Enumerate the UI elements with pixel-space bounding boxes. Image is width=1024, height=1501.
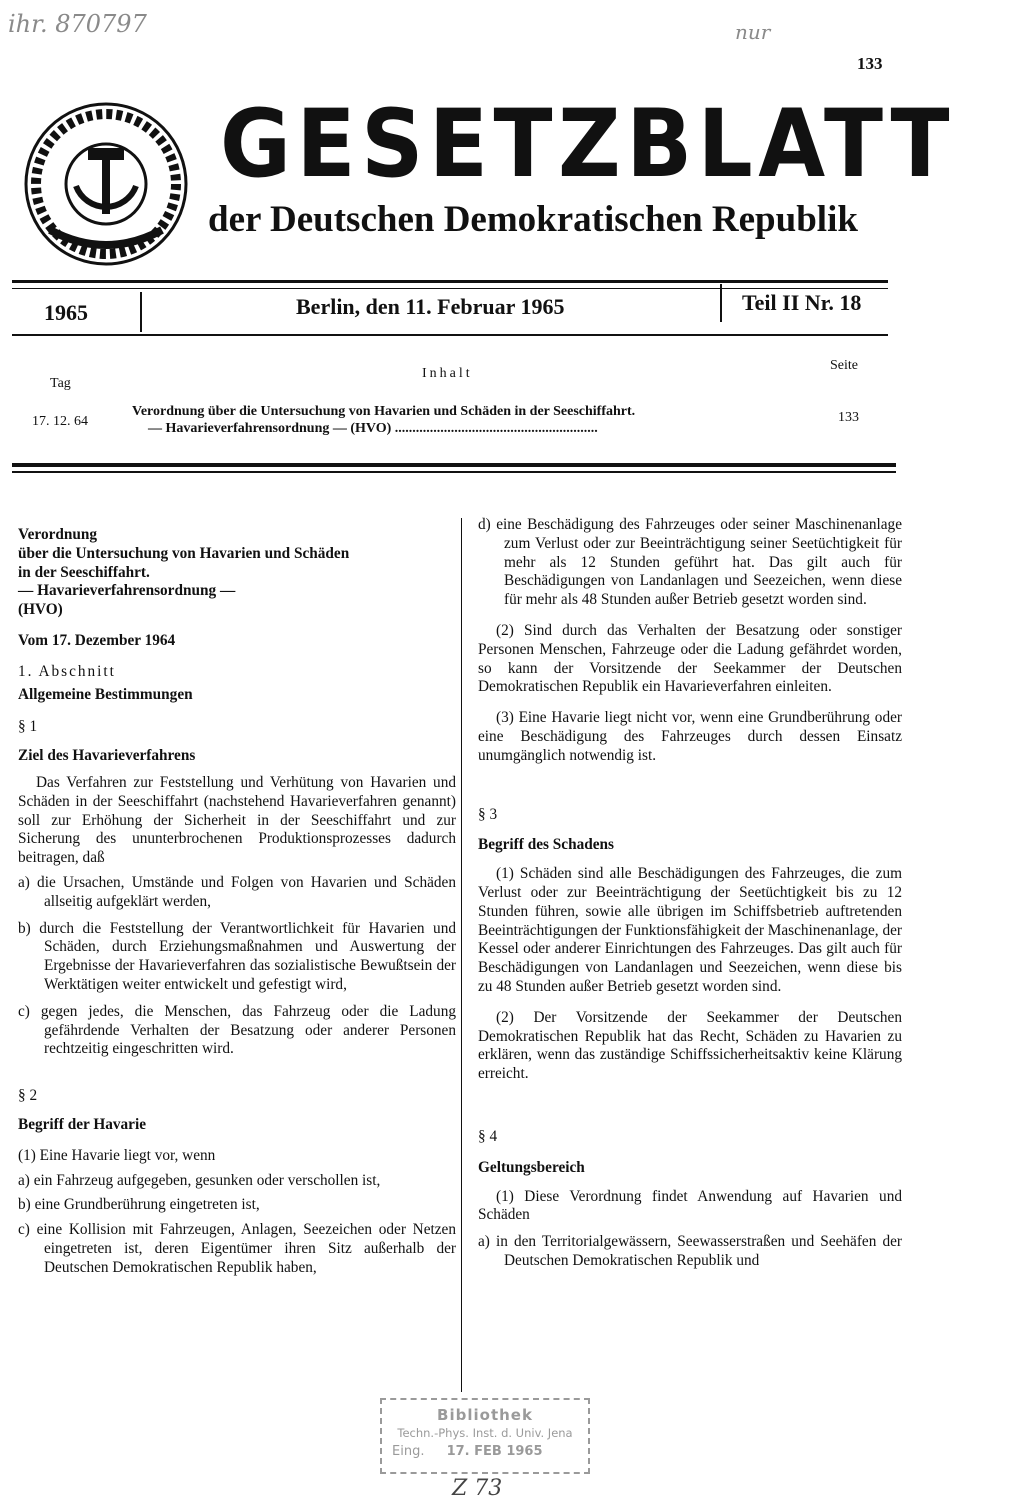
toc-bottom-rule-thin (12, 471, 896, 473)
masthead-subtitle: der Deutschen Demokratischen Republik (208, 199, 858, 240)
toc-tag-label: Tag (50, 376, 71, 391)
info-bar-bottom-rule (12, 334, 888, 336)
info-year: 1965 (44, 300, 88, 325)
toc-entry-title-cont: — Havarieverfahrensordnung — (HVO) .......................................................... (148, 421, 598, 436)
masthead-title: GESETZBLATT (220, 90, 956, 199)
section-title: Allgemeine Bestimmungen (18, 685, 193, 703)
info-divider (140, 292, 142, 332)
page-number: 133 (857, 54, 883, 73)
decree-heading: über die Untersuchung von Havarien und Schäden (18, 544, 350, 562)
stamp-eing-label: Eing. (392, 1444, 425, 1459)
paragraph-text: (1) Eine Havarie liegt vor, wenn (18, 1146, 216, 1164)
paragraph-number: § 3 (478, 805, 498, 823)
info-place-date: Berlin, den 11. Februar 1965 (296, 294, 565, 319)
list-item: b) durch die Feststellung der Verantwortlichkeit für Havarien und Schäden, durch Erziehungsmaßnahmen und Auswertung der Ergebnisse der Havarieverfahren das sozialistische Bewußtsein der Werktätigen weiter entwickelt und gefestigt wird, (18, 919, 456, 993)
list-item: d) eine Beschädigung des Fahrzeuges oder seiner Maschinenanlage zum Verlust oder zur Beeinträchtigung seiner Seetüchtigkeit für mehr als 12 Stunden geführt hat. Das gilt auch für Beschädigungen von Landanlagen und Seezeichen, wenn diese für mehr als 48 Stunden außer Betrieb gesetzt worden sind. (478, 516, 902, 609)
list-item: a) in den Territorialgewässern, Seewasserstraßen und Seehäfen der Deutschen Demokratischen Republik und (478, 1233, 902, 1269)
list-item: c) gegen jedes, die Menschen, das Fahrzeug oder die Ladung gefährdende Verhalten der Besatzung oder anderer Personen rechtzeitig eingeschritten wird. (18, 1002, 456, 1058)
toc-seite-label: Seite (830, 358, 858, 373)
paragraph-text: (3) Eine Havarie liegt nicht vor, wenn eine Grundberührung oder eine Beschädigung des Fahrzeuges durch dessen Einsatz unumgänglich notwendig ist. (478, 709, 902, 764)
left-column (18, 526, 456, 1278)
paragraph-text: (2) Der Vorsitzende der Seekammer der Deutschen Demokratischen Republik hat das Recht, Schäden zu Havarien zu erklären, wenn das zuständige Schiffssicherheitsaktiv keine Klärung erreicht. (478, 1008, 902, 1083)
handwritten-note-left: ihr. 870797 (8, 10, 147, 38)
list-item: a) ein Fahrzeug aufgegeben, gesunken oder verschollen ist, (18, 1171, 381, 1189)
paragraph-title: Ziel des Havarieverfahrens (18, 747, 196, 765)
paragraph-title: Begriff des Schadens (478, 836, 614, 854)
toc-entry-date: 17. 12. 64 (32, 414, 88, 429)
coat-of-arms-emblem (20, 100, 192, 268)
stamp-institute: Techn.-Phys. Inst. d. Univ. Jena (397, 1426, 573, 1440)
toc-entry-page: 133 (838, 410, 859, 425)
list-item: b) eine Grundberührung eingetreten ist, (18, 1196, 260, 1214)
paragraph-number: § 2 (18, 1087, 38, 1105)
decree-heading: in der Seeschiffahrt. (18, 563, 150, 581)
info-divider (720, 284, 722, 322)
decree-heading: Verordnung (18, 526, 98, 543)
decree-heading: (HVO) (18, 601, 63, 619)
info-bar-top-rule-thin (12, 288, 888, 289)
column-divider (461, 518, 462, 1392)
paragraph-title: Begriff der Havarie (18, 1115, 146, 1133)
list-item: c) eine Kollision mit Fahrzeugen, Anlagen, Seezeichen oder Netzen eingetreten ist, deren Eigentümer ihren Sitz außerhalb der Deutschen Demokratischen Republik haben, (18, 1221, 456, 1276)
info-part: Teil II Nr. 18 (742, 290, 862, 315)
paragraph-text: Das Verfahren zur Feststellung und Verhütung von Havarien und Schäden in der Seeschiffahrt (nachstehend Havarieverfahren genannt) soll zur Erhöhung der Sicherheit in der Seeschiffahrt und zur Sicherung des ununterbrochenen Produktionsprozesses dadurch beitragen, daß (18, 773, 456, 867)
info-bar-top-rule (12, 280, 888, 283)
stamp-title: Bibliothek (437, 1406, 533, 1424)
paragraph-number: § 4 (478, 1127, 498, 1145)
handwritten-note-right: nur (735, 20, 771, 44)
right-column (478, 516, 902, 1271)
paragraph-title: Geltungsbereich (478, 1158, 585, 1176)
paragraph-text: (1) Diese Verordnung findet Anwendung auf Havarien und Schäden (478, 1187, 902, 1224)
toc-bottom-rule (12, 463, 896, 467)
handwritten-bottom-note: Z 73 (452, 1476, 503, 1501)
paragraph-number: § 1 (18, 718, 38, 736)
paragraph-text: (2) Sind durch das Verhalten der Besatzung oder sonstiger Personen Menschen, Fahrzeuge oder die Ladung gefährdet worden, so kann der Vorsitzende der Seekammer der Deutschen Demokratischen Republik ein Havarieverfahren einleiten. (478, 621, 902, 696)
paragraph-text: (1) Schäden sind alle Beschädigungen des Fahrzeuges, die zum Verlust oder zur Beeinträchtigung der Seetüchtigkeit bis zu 12 Stunden führen, sowie alle übrigen im Schiffsbetrieb auftretenden Beeinträchtigungen der Funktionsfähigkeit der Maschinenanlage, der Kessel oder anderer Einrichtungen des Fahrzeuges. Das gilt auch für Beschädigungen von Landanlagen und Seezeichen, wenn diese bis zu 48 Stunden außer Betrieb gesetzt worden sind. (478, 865, 902, 995)
toc-inhalt-label: Inhalt (422, 366, 473, 381)
toc-entry-title: Verordnung über die Untersuchung von Havarien und Schäden in der Seeschiffahrt. (132, 404, 636, 419)
list-item: a) die Ursachen, Umstände und Folgen von Havarien und Schäden allseitig aufgeklärt werden, (18, 873, 456, 910)
stamp-date: 17. FEB 1965 (446, 1444, 543, 1459)
library-stamp (380, 1398, 590, 1474)
section-heading: 1. Abschnitt (18, 662, 116, 680)
decree-date: Vom 17. Dezember 1964 (18, 631, 176, 649)
decree-heading: — Havarieverfahrensordnung — (18, 582, 236, 600)
